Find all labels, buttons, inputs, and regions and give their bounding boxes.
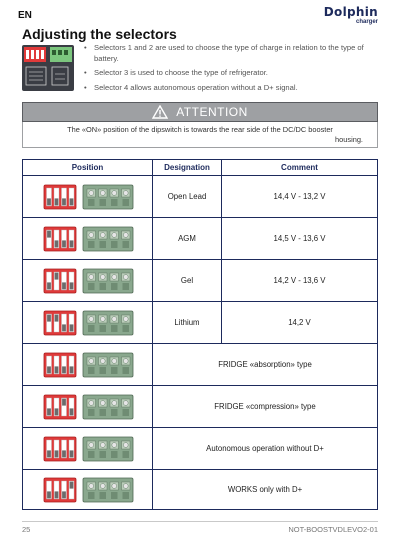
attention-banner [22,102,378,122]
terminal-screw [89,316,94,321]
position-cell [23,218,153,259]
dip-knob [62,324,66,331]
header-position: Position [23,160,153,175]
document-reference: NOT-BOOSTVDLEVO2-01 [288,525,378,534]
terminal-screw [89,232,94,237]
page-number: 25 [22,525,31,534]
dip-knob [70,450,74,457]
terminal-screw [112,442,117,447]
comment-cell: 14,2 V [288,318,311,327]
dip-knob [55,450,59,457]
dip-knob [70,282,74,289]
terminal-screw [89,358,94,363]
header-designation: Designation [153,160,222,175]
dipswitch-image [43,476,135,504]
dipswitch-image [43,225,135,253]
terminal-screw [100,442,105,447]
table-row [23,260,377,302]
terminal-screw [100,232,105,237]
dip-knob [55,198,59,205]
dip-knob [55,314,59,321]
dip-knob [62,450,66,457]
dip-knob [70,240,74,247]
terminal-screw [123,316,128,321]
comment-cell: 14,2 V - 13,6 V [273,276,326,285]
function-cell: FRIDGE «absorption» type [218,360,312,369]
attention-line-1: The «ON» position of the dipswitch is towards the rear side of the DC/DC booster [67,125,333,134]
dip-knob [47,198,51,205]
terminal-slot [123,241,130,248]
table-header-row [23,160,377,176]
logo-sub-text: charger [355,19,378,25]
terminal-slot [100,199,107,206]
terminal-slot [111,241,118,248]
position-cell [23,260,153,301]
dip-knob [70,408,74,415]
list-item: • Selector 3 is used to choose the type of refrigerator. [84,68,374,79]
terminal-screw [112,358,117,363]
dipswitch-image [43,267,135,295]
dip-knob [47,314,51,321]
position-cell [23,428,153,469]
position-cell [23,386,153,427]
designation-cell: Gel [153,260,222,301]
table-row [23,470,377,509]
dipswitch-image [43,351,135,379]
terminal-slot [123,325,130,332]
position-cell [23,302,153,343]
dipswitch-image [43,435,135,463]
instruction-list [84,43,374,97]
dip-knob [55,491,59,498]
dip-knob [47,408,51,415]
terminal-screw [112,400,117,405]
terminal-slot [100,409,107,416]
function-cell: WORKS only with D+ [227,485,303,494]
table-row [23,302,377,344]
logo-main-text: Dolphin [323,5,378,19]
dip-knob [55,240,59,247]
terminal-screw [89,483,94,488]
terminal-screw [123,483,128,488]
terminal-screw [89,190,94,195]
dip-knob [47,282,51,289]
dip-knob [55,272,59,279]
terminal-slot [111,451,118,458]
table-row [23,428,377,470]
terminal-screw [123,232,128,237]
terminal-screw [112,232,117,237]
terminal-slot [100,451,107,458]
terminal-slot [123,199,130,206]
terminal-screw [123,190,128,195]
dip-knob [70,324,74,331]
attention-label: ATTENTION [176,105,248,119]
attention-line-2: housing. [335,135,363,144]
designation-cell: AGM [153,218,222,259]
dip-knob [47,491,51,498]
terminal-slot [88,492,95,499]
terminal-slot [123,492,130,499]
terminal-slot [100,283,107,290]
terminal-slot [111,325,118,332]
dip-knob [62,491,66,498]
dip-knob [70,366,74,373]
dip-knob [62,366,66,373]
designation-cell: Open Lead [153,176,222,217]
terminal-screw [89,400,94,405]
terminal-slot [88,325,95,332]
terminal-screw [89,442,94,447]
terminal-screw [112,190,117,195]
table-row [23,218,377,260]
terminal-slot [111,199,118,206]
dip-knob [62,240,66,247]
terminal-screw [123,442,128,447]
terminal-screw [112,274,117,279]
terminal-slot [123,283,130,290]
terminal-screw [100,190,105,195]
selector-table [22,159,378,510]
function-cell: FRIDGE «compression» type [214,402,316,411]
comment-cell: 14,4 V - 13,2 V [273,192,326,201]
terminal-slot [88,367,95,374]
terminal-screw [123,274,128,279]
list-item: • Selector 4 allows autonomous operation without a D+ signal. [84,83,374,94]
terminal-screw [100,483,105,488]
terminal-slot [88,283,95,290]
dipswitch-image [43,393,135,421]
list-item: • Selectors 1 and 2 are used to choose the type of charge in relation to the type of battery. [84,43,374,64]
dipswitch-image [43,309,135,337]
terminal-slot [100,241,107,248]
terminal-slot [100,367,107,374]
terminal-screw [123,358,128,363]
terminal-slot [123,409,130,416]
page-title: Adjusting the selectors [22,26,177,42]
table-row [23,386,377,428]
terminal-slot [123,451,130,458]
footer-divider [22,521,378,522]
dip-knob [62,398,66,405]
terminal-screw [100,316,105,321]
terminal-slot [111,492,118,499]
terminal-slot [111,283,118,290]
position-cell [23,470,153,509]
dip-knob [55,408,59,415]
terminal-slot [123,367,130,374]
dip-knob [47,230,51,237]
terminal-slot [88,199,95,206]
terminal-screw [100,274,105,279]
terminal-screw [100,358,105,363]
terminal-screw [100,400,105,405]
dip-knob [70,198,74,205]
dip-knob [55,366,59,373]
dip-knob [62,282,66,289]
position-cell [23,344,153,385]
terminal-screw [123,400,128,405]
attention-note [22,122,378,148]
dipswitch-module-image [22,45,74,91]
brand-logo [316,6,378,28]
table-row [23,176,377,218]
dip-knob [62,198,66,205]
dip-knob [70,481,74,488]
designation-cell: Lithium [153,302,222,343]
terminal-slot [100,492,107,499]
table-row [23,344,377,386]
function-cell: Autonomous operation without D+ [206,444,324,453]
header-comment: Comment [281,163,318,172]
terminal-slot [111,367,118,374]
language-code: EN [18,10,32,21]
terminal-screw [112,483,117,488]
terminal-screw [112,316,117,321]
comment-cell: 14,5 V - 13,6 V [273,234,326,243]
dipswitch-image [43,183,135,211]
terminal-slot [88,409,95,416]
terminal-screw [89,274,94,279]
terminal-slot [88,451,95,458]
dip-knob [47,366,51,373]
terminal-slot [111,409,118,416]
terminal-slot [100,325,107,332]
warning-icon [152,105,168,119]
dip-knob [47,450,51,457]
terminal-slot [88,241,95,248]
position-cell [23,176,153,217]
